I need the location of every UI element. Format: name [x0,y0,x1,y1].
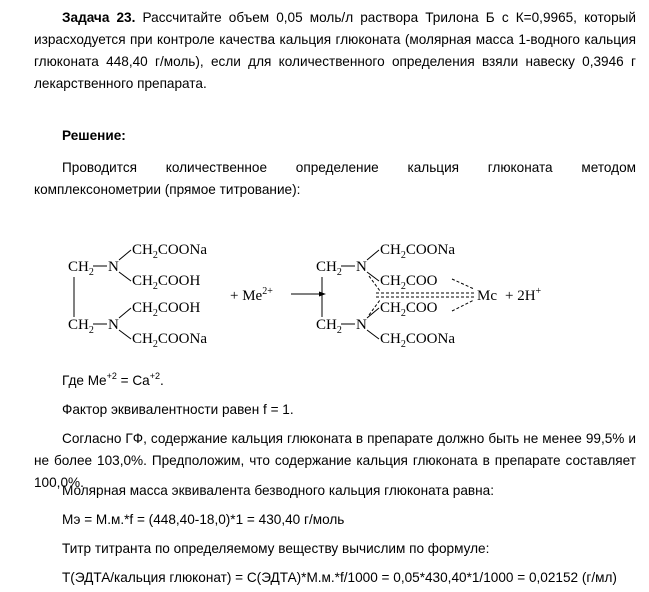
left-ch2-bottom: $CH_2$ [68,317,94,336]
intro-line-1: Проводится количественное определение кальция глюконата методом [62,160,636,175]
right-group-3: $CH_2COO$ [380,300,438,319]
titre-formula-line: Т(ЭДТА/кальция глюконат) = С(ЭДТА)*М.м.*f/1000 = 0,05*430,40*1/1000 = 0,02152 (г/мл) [62,570,617,585]
left-group-3: $CH_2COOH$ [132,300,201,319]
task-text: Рассчитайте объем 0,05 моль/л раствора Трилона Б с К=0,9965, который израсходуется при контроле качества кальция глюконата (молярная масса 1-водного кальция глюконата 448,40 г/моль), если для количественного определения взяли навеску 0,3946 г лекарственного препарата. [34,10,636,91]
left-n-bottom: N [108,317,119,333]
plus-metal: + $Me^{2+}$ [230,286,273,304]
right-group-4: $CH_2COONa$ [380,331,456,350]
left-group-4: $CH_2COONa$ [132,331,208,350]
right-group-1: $CH_2COONa$ [380,242,456,261]
right-n-bottom: N [356,317,367,333]
titre-intro-line: Титр титранта по определяемому веществу вычислим по формуле: [62,541,490,556]
reaction-scheme [0,225,649,360]
left-ch2-top: $CH_2$ [68,259,94,278]
reaction-arrow [291,292,326,297]
metal-center: Mc [477,288,497,304]
gf-paragraph: Согласно ГФ, содержание кальция глюконата в препарате должно быть не менее 99,5% и не более 103,0%. Предположим, что содержание кальция глюконата в препарате составляет 100,0%. [34,431,636,490]
task-paragraph [34,7,636,95]
right-group-2: $CH_2COO$ [380,273,438,292]
right-ch2-bottom: $CH_2$ [316,317,342,336]
right-n-top: N [356,259,367,275]
left-n-top: N [108,259,119,275]
left-group-1: $CH_2COONa$ [132,242,208,261]
where-line: Где $Me^{+2} = Ca^{+2}$. [62,371,164,388]
left-group-2: $CH_2COOH$ [132,273,201,292]
solution-heading: Решение: [62,128,126,143]
task-label: Задача 23. [62,10,136,25]
right-ch2-top: $CH_2$ [316,259,342,278]
molar-mass-line: Молярная масса эквивалента безводного кальция глюконата равна: [62,483,494,498]
intro-line-2: комплексонометрии (прямое титрование): [34,182,301,197]
plus-protons: + 2H+ [505,286,542,304]
me-formula-line: Мэ = М.м.*f = (448,40-18,0)*1 = 430,40 г/моль [62,512,345,527]
factor-line: Фактор эквивалентности равен f = 1. [62,402,294,417]
